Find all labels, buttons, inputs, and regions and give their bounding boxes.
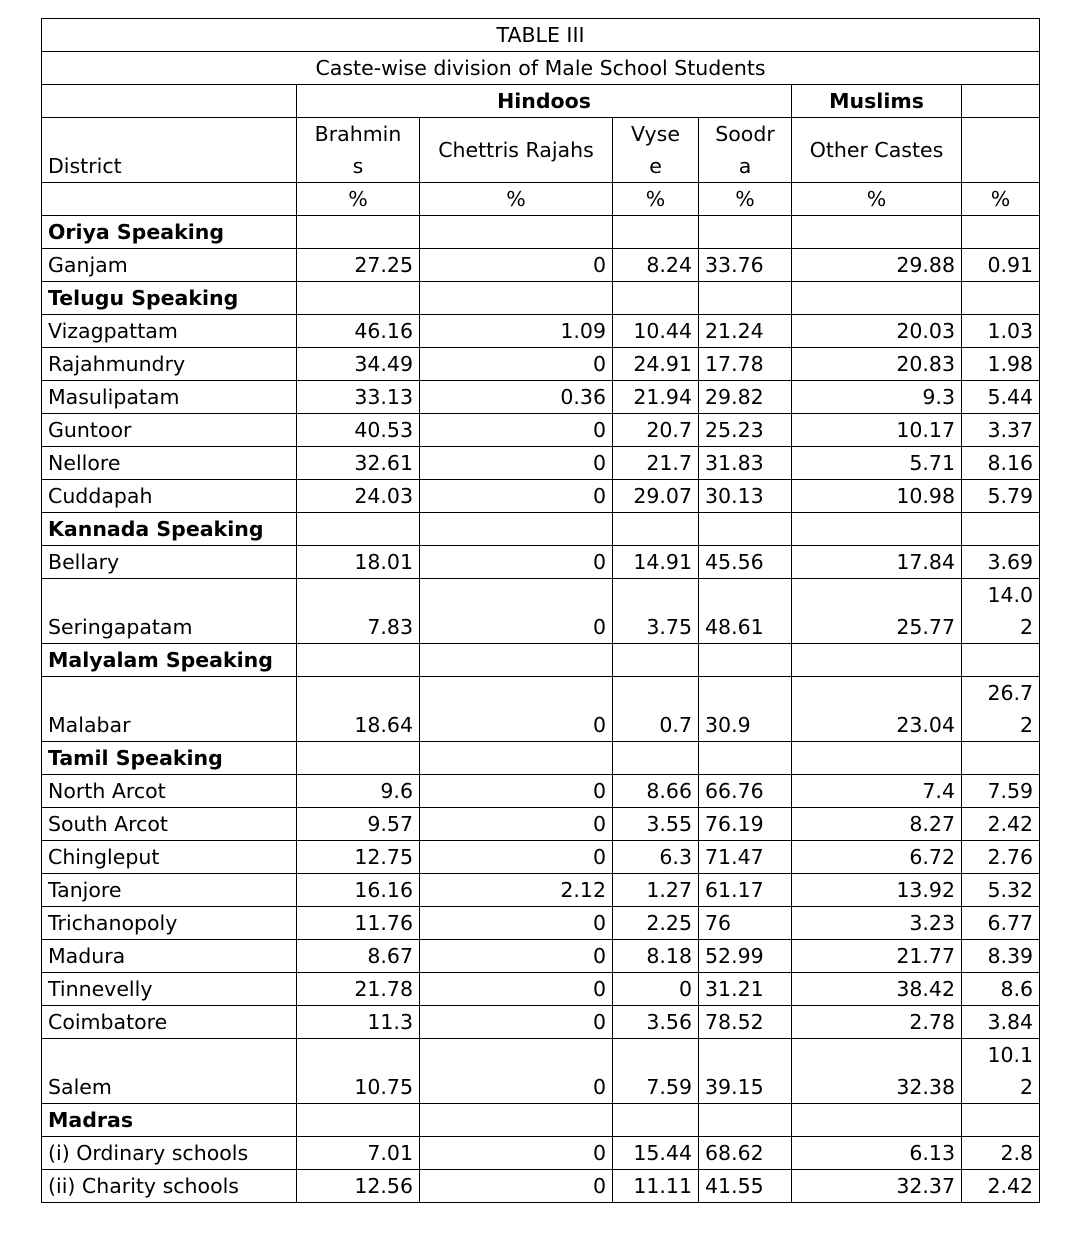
district-cell: Nellore xyxy=(42,447,297,480)
section-label: Telugu Speaking xyxy=(42,282,297,315)
empty-cell xyxy=(962,216,1040,249)
cell-other: 6.72 xyxy=(792,841,962,874)
section-label: Malyalam Speaking xyxy=(42,644,297,677)
percent-label: % xyxy=(420,183,613,216)
cell-chettris: 0 xyxy=(420,841,613,874)
cell-soodra: 78.52 xyxy=(699,1006,792,1039)
district-cell: Tinnevelly xyxy=(42,973,297,1006)
empty-cell xyxy=(699,742,792,775)
cell-muslims: 8.16 xyxy=(962,447,1040,480)
empty-cell xyxy=(613,742,699,775)
table-row xyxy=(42,775,1040,808)
cell-brahmins: 46.16 xyxy=(297,315,420,348)
cell-vyse: 0.7 xyxy=(613,677,699,742)
cell-soodra: 33.76 xyxy=(699,249,792,282)
cell-muslims: 8.6 xyxy=(962,973,1040,1006)
cell-other: 17.84 xyxy=(792,546,962,579)
empty-cell xyxy=(962,513,1040,546)
cell-chettris: 0 xyxy=(420,480,613,513)
column-header-muslims xyxy=(962,118,1040,183)
cell-other: 21.77 xyxy=(792,940,962,973)
cell-muslims: 8.39 xyxy=(962,940,1040,973)
cell-soodra: 66.76 xyxy=(699,775,792,808)
cell-brahmins: 32.61 xyxy=(297,447,420,480)
column-header-vyse-label: Vyse e xyxy=(631,122,680,178)
empty-cell xyxy=(699,1104,792,1137)
district-cell: Salem xyxy=(42,1039,297,1104)
cell-brahmins: 40.53 xyxy=(297,414,420,447)
cell-vyse: 8.18 xyxy=(613,940,699,973)
district-cell: North Arcot xyxy=(42,775,297,808)
cell-other: 20.83 xyxy=(792,348,962,381)
cell-soodra: 31.21 xyxy=(699,973,792,1006)
section-row xyxy=(42,742,1040,775)
percent-row-blank xyxy=(42,183,297,216)
empty-cell xyxy=(792,1104,962,1137)
cell-other: 7.4 xyxy=(792,775,962,808)
empty-cell xyxy=(420,282,613,315)
cell-vyse: 10.44 xyxy=(613,315,699,348)
empty-cell xyxy=(613,282,699,315)
district-cell: Chingleput xyxy=(42,841,297,874)
cell-muslims: 7.59 xyxy=(962,775,1040,808)
empty-cell xyxy=(297,282,420,315)
cell-other: 10.98 xyxy=(792,480,962,513)
cell-brahmins: 7.83 xyxy=(297,579,420,644)
section-label: Kannada Speaking xyxy=(42,513,297,546)
district-cell: (i) Ordinary schools xyxy=(42,1137,297,1170)
empty-cell xyxy=(420,1104,613,1137)
cell-other: 29.88 xyxy=(792,249,962,282)
table-title: TABLE III xyxy=(42,19,1040,52)
empty-cell xyxy=(420,513,613,546)
table-row xyxy=(42,1039,1040,1104)
section-row xyxy=(42,644,1040,677)
cell-other: 25.77 xyxy=(792,579,962,644)
district-cell: Malabar xyxy=(42,677,297,742)
cell-chettris: 0 xyxy=(420,677,613,742)
district-cell: Bellary xyxy=(42,546,297,579)
percent-label: % xyxy=(699,183,792,216)
cell-brahmins: 18.64 xyxy=(297,677,420,742)
cell-soodra: 76 xyxy=(699,907,792,940)
cell-muslims: 1.03 xyxy=(962,315,1040,348)
table-row xyxy=(42,447,1040,480)
district-cell: Coimbatore xyxy=(42,1006,297,1039)
table-row xyxy=(42,546,1040,579)
district-cell: (ii) Charity schools xyxy=(42,1170,297,1203)
empty-cell xyxy=(613,644,699,677)
empty-cell xyxy=(792,513,962,546)
empty-cell xyxy=(297,1104,420,1137)
cell-other: 8.27 xyxy=(792,808,962,841)
column-header-chettris: Chettris Rajahs xyxy=(420,118,613,183)
column-header-brahmins-label: Brahmin s xyxy=(314,122,402,178)
table-row xyxy=(42,480,1040,513)
empty-cell xyxy=(792,644,962,677)
empty-cell xyxy=(792,282,962,315)
cell-chettris: 2.12 xyxy=(420,874,613,907)
empty-cell xyxy=(699,513,792,546)
cell-other: 32.37 xyxy=(792,1170,962,1203)
cell-other: 32.38 xyxy=(792,1039,962,1104)
column-header-brahmins xyxy=(297,118,420,183)
cell-muslims: 2.8 xyxy=(962,1137,1040,1170)
table-row xyxy=(42,579,1040,644)
cell-vyse: 2.25 xyxy=(613,907,699,940)
district-cell: Trichanopoly xyxy=(42,907,297,940)
percent-label: % xyxy=(792,183,962,216)
empty-cell xyxy=(699,282,792,315)
cell-brahmins: 18.01 xyxy=(297,546,420,579)
empty-cell xyxy=(297,216,420,249)
cell-vyse: 3.56 xyxy=(613,1006,699,1039)
district-cell: Rajahmundry xyxy=(42,348,297,381)
empty-cell xyxy=(297,644,420,677)
cell-chettris: 0 xyxy=(420,1006,613,1039)
table-row xyxy=(42,973,1040,1006)
cell-chettris: 0 xyxy=(420,1137,613,1170)
cell-vyse: 6.3 xyxy=(613,841,699,874)
empty-cell xyxy=(420,644,613,677)
cell-chettris: 0 xyxy=(420,907,613,940)
column-header-soodra xyxy=(699,118,792,183)
cell-chettris: 0 xyxy=(420,348,613,381)
empty-cell xyxy=(297,513,420,546)
district-cell: Seringapatam xyxy=(42,579,297,644)
cell-brahmins: 21.78 xyxy=(297,973,420,1006)
percent-label: % xyxy=(962,183,1040,216)
cell-vyse: 3.55 xyxy=(613,808,699,841)
cell-muslims: 14.0 2 xyxy=(962,579,1040,644)
cell-soodra: 30.9 xyxy=(699,677,792,742)
empty-cell xyxy=(613,216,699,249)
cell-chettris: 0.36 xyxy=(420,381,613,414)
cell-chettris: 0 xyxy=(420,775,613,808)
cell-other: 6.13 xyxy=(792,1137,962,1170)
cell-muslims: 1.98 xyxy=(962,348,1040,381)
cell-vyse: 0 xyxy=(613,973,699,1006)
cell-vyse: 7.59 xyxy=(613,1039,699,1104)
cell-brahmins: 33.13 xyxy=(297,381,420,414)
cell-vyse: 1.27 xyxy=(613,874,699,907)
cell-chettris: 0 xyxy=(420,414,613,447)
section-row xyxy=(42,1104,1040,1137)
cell-soodra: 68.62 xyxy=(699,1137,792,1170)
cell-brahmins: 10.75 xyxy=(297,1039,420,1104)
cell-soodra: 29.82 xyxy=(699,381,792,414)
cell-muslims: 3.84 xyxy=(962,1006,1040,1039)
percent-label: % xyxy=(613,183,699,216)
cell-other: 20.03 xyxy=(792,315,962,348)
cell-other: 9.3 xyxy=(792,381,962,414)
empty-cell xyxy=(792,742,962,775)
cell-chettris: 0 xyxy=(420,1170,613,1203)
cell-muslims: 26.7 2 xyxy=(962,677,1040,742)
table-row xyxy=(42,940,1040,973)
empty-cell xyxy=(613,513,699,546)
cell-soodra: 48.61 xyxy=(699,579,792,644)
column-header-soodra-label: Soodr a xyxy=(715,122,775,178)
empty-cell xyxy=(613,1104,699,1137)
section-row xyxy=(42,513,1040,546)
cell-brahmins: 24.03 xyxy=(297,480,420,513)
cell-other: 2.78 xyxy=(792,1006,962,1039)
table-row xyxy=(42,874,1040,907)
cell-vyse: 14.91 xyxy=(613,546,699,579)
cell-brahmins: 27.25 xyxy=(297,249,420,282)
cell-soodra: 21.24 xyxy=(699,315,792,348)
table-row xyxy=(42,1170,1040,1203)
cell-muslims: 6.77 xyxy=(962,907,1040,940)
table-row xyxy=(42,677,1040,742)
table-row xyxy=(42,381,1040,414)
cell-other: 10.17 xyxy=(792,414,962,447)
group-header-empty xyxy=(42,85,297,118)
cell-soodra: 61.17 xyxy=(699,874,792,907)
cell-brahmins: 9.6 xyxy=(297,775,420,808)
cell-brahmins: 16.16 xyxy=(297,874,420,907)
cell-muslims: 5.79 xyxy=(962,480,1040,513)
cell-brahmins: 34.49 xyxy=(297,348,420,381)
cell-chettris: 0 xyxy=(420,579,613,644)
section-label: Tamil Speaking xyxy=(42,742,297,775)
cell-muslims: 3.69 xyxy=(962,546,1040,579)
district-cell: Cuddapah xyxy=(42,480,297,513)
caste-division-table xyxy=(41,18,1040,1203)
cell-muslims: 0.91 xyxy=(962,249,1040,282)
cell-soodra: 52.99 xyxy=(699,940,792,973)
table-row xyxy=(42,249,1040,282)
cell-soodra: 25.23 xyxy=(699,414,792,447)
cell-muslims: 2.42 xyxy=(962,808,1040,841)
table-row xyxy=(42,808,1040,841)
group-header-hindoos: Hindoos xyxy=(297,85,792,118)
cell-vyse: 24.91 xyxy=(613,348,699,381)
cell-soodra: 39.15 xyxy=(699,1039,792,1104)
cell-vyse: 8.24 xyxy=(613,249,699,282)
table-row xyxy=(42,907,1040,940)
cell-chettris: 0 xyxy=(420,546,613,579)
table-row xyxy=(42,348,1040,381)
empty-cell xyxy=(962,282,1040,315)
cell-brahmins: 11.76 xyxy=(297,907,420,940)
district-cell: Madura xyxy=(42,940,297,973)
cell-vyse: 21.7 xyxy=(613,447,699,480)
cell-chettris: 1.09 xyxy=(420,315,613,348)
section-label: Oriya Speaking xyxy=(42,216,297,249)
section-label: Madras xyxy=(42,1104,297,1137)
table-row xyxy=(42,315,1040,348)
empty-cell xyxy=(297,742,420,775)
cell-vyse: 8.66 xyxy=(613,775,699,808)
district-cell: Ganjam xyxy=(42,249,297,282)
cell-soodra: 71.47 xyxy=(699,841,792,874)
table-row xyxy=(42,1006,1040,1039)
cell-other: 3.23 xyxy=(792,907,962,940)
percent-label: % xyxy=(297,183,420,216)
cell-other: 38.42 xyxy=(792,973,962,1006)
section-row xyxy=(42,216,1040,249)
cell-soodra: 31.83 xyxy=(699,447,792,480)
table-row xyxy=(42,841,1040,874)
column-header-district: District xyxy=(42,118,297,183)
table-row xyxy=(42,1137,1040,1170)
empty-cell xyxy=(420,742,613,775)
section-row xyxy=(42,282,1040,315)
cell-vyse: 20.7 xyxy=(613,414,699,447)
cell-other: 13.92 xyxy=(792,874,962,907)
cell-muslims: 10.1 2 xyxy=(962,1039,1040,1104)
cell-vyse: 3.75 xyxy=(613,579,699,644)
district-cell: Tanjore xyxy=(42,874,297,907)
cell-vyse: 21.94 xyxy=(613,381,699,414)
group-header-muslims: Muslims xyxy=(792,85,962,118)
table-row xyxy=(42,414,1040,447)
district-cell: Guntoor xyxy=(42,414,297,447)
district-cell: South Arcot xyxy=(42,808,297,841)
cell-vyse: 15.44 xyxy=(613,1137,699,1170)
cell-brahmins: 11.3 xyxy=(297,1006,420,1039)
cell-soodra: 45.56 xyxy=(699,546,792,579)
cell-soodra: 76.19 xyxy=(699,808,792,841)
empty-cell xyxy=(962,1104,1040,1137)
cell-muslims: 5.44 xyxy=(962,381,1040,414)
cell-brahmins: 8.67 xyxy=(297,940,420,973)
column-header-other-castes: Other Castes xyxy=(792,118,962,183)
cell-muslims: 3.37 xyxy=(962,414,1040,447)
cell-chettris: 0 xyxy=(420,249,613,282)
cell-other: 5.71 xyxy=(792,447,962,480)
district-cell: Vizagpattam xyxy=(42,315,297,348)
cell-muslims: 5.32 xyxy=(962,874,1040,907)
group-header-blank xyxy=(962,85,1040,118)
cell-chettris: 0 xyxy=(420,973,613,1006)
cell-chettris: 0 xyxy=(420,1039,613,1104)
cell-muslims: 2.76 xyxy=(962,841,1040,874)
cell-vyse: 11.11 xyxy=(613,1170,699,1203)
column-header-vyse xyxy=(613,118,699,183)
cell-brahmins: 9.57 xyxy=(297,808,420,841)
cell-chettris: 0 xyxy=(420,940,613,973)
empty-cell xyxy=(792,216,962,249)
empty-cell xyxy=(962,742,1040,775)
cell-soodra: 17.78 xyxy=(699,348,792,381)
cell-soodra: 30.13 xyxy=(699,480,792,513)
table-subtitle: Caste-wise division of Male School Students xyxy=(42,52,1040,85)
cell-soodra: 41.55 xyxy=(699,1170,792,1203)
cell-brahmins: 12.75 xyxy=(297,841,420,874)
cell-brahmins: 7.01 xyxy=(297,1137,420,1170)
cell-other: 23.04 xyxy=(792,677,962,742)
cell-vyse: 29.07 xyxy=(613,480,699,513)
empty-cell xyxy=(420,216,613,249)
cell-chettris: 0 xyxy=(420,447,613,480)
cell-muslims: 2.42 xyxy=(962,1170,1040,1203)
district-cell: Masulipatam xyxy=(42,381,297,414)
empty-cell xyxy=(699,216,792,249)
cell-chettris: 0 xyxy=(420,808,613,841)
empty-cell xyxy=(962,644,1040,677)
cell-brahmins: 12.56 xyxy=(297,1170,420,1203)
empty-cell xyxy=(699,644,792,677)
